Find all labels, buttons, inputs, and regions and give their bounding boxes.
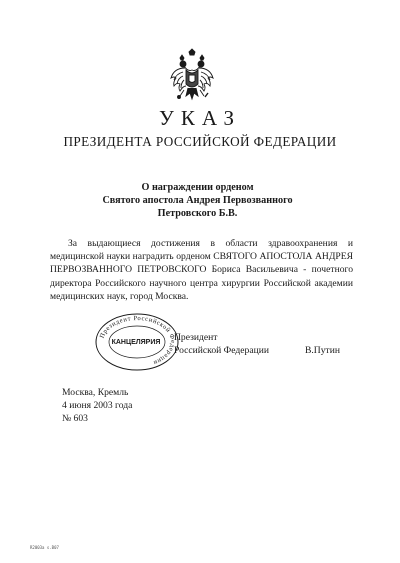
position-line: Президент bbox=[174, 332, 218, 343]
heading-line: Петровского Б.В. bbox=[157, 208, 238, 219]
double-headed-eagle-icon bbox=[168, 48, 216, 104]
signatory-position bbox=[174, 331, 269, 357]
stamp-ring-text: Президент Российской Федерации bbox=[98, 314, 177, 367]
decree-heading bbox=[60, 181, 335, 220]
heading-line: О награждении орденом bbox=[141, 182, 254, 193]
footer-code: R2003a s.B07 bbox=[30, 545, 59, 550]
position-line: Российской Федерации bbox=[174, 345, 269, 356]
date: 4 июня 2003 года bbox=[62, 400, 133, 411]
place: Москва, Кремль bbox=[62, 387, 129, 398]
decree-subtitle: ПРЕЗИДЕНТА РОССИЙСКОЙ ФЕДЕРАЦИИ bbox=[63, 134, 337, 149]
heading-line: Святого апостола Андрея Первозванного bbox=[102, 195, 293, 206]
decree-title: УКАЗ bbox=[158, 106, 242, 130]
place-date-block bbox=[62, 386, 132, 425]
decree-number: № 603 bbox=[62, 413, 88, 424]
chancellery-stamp bbox=[94, 312, 180, 372]
decree-body: За выдающиеся достижения в области здравоохранения и медицинской науки наградить орденом СВЯТОГО АПОСТОЛА АНДРЕЯ ПЕРВОЗВАННОГО ПЕТРОВСКОГО Бориса Васильевича - почетного директора Российского научного центра хирургии Российской академии медицинских наук, город Москва. bbox=[50, 238, 353, 302]
stamp-center-text: КАНЦЕЛЯРИЯ bbox=[111, 339, 161, 346]
signatory-name: В.Путин bbox=[305, 345, 340, 356]
